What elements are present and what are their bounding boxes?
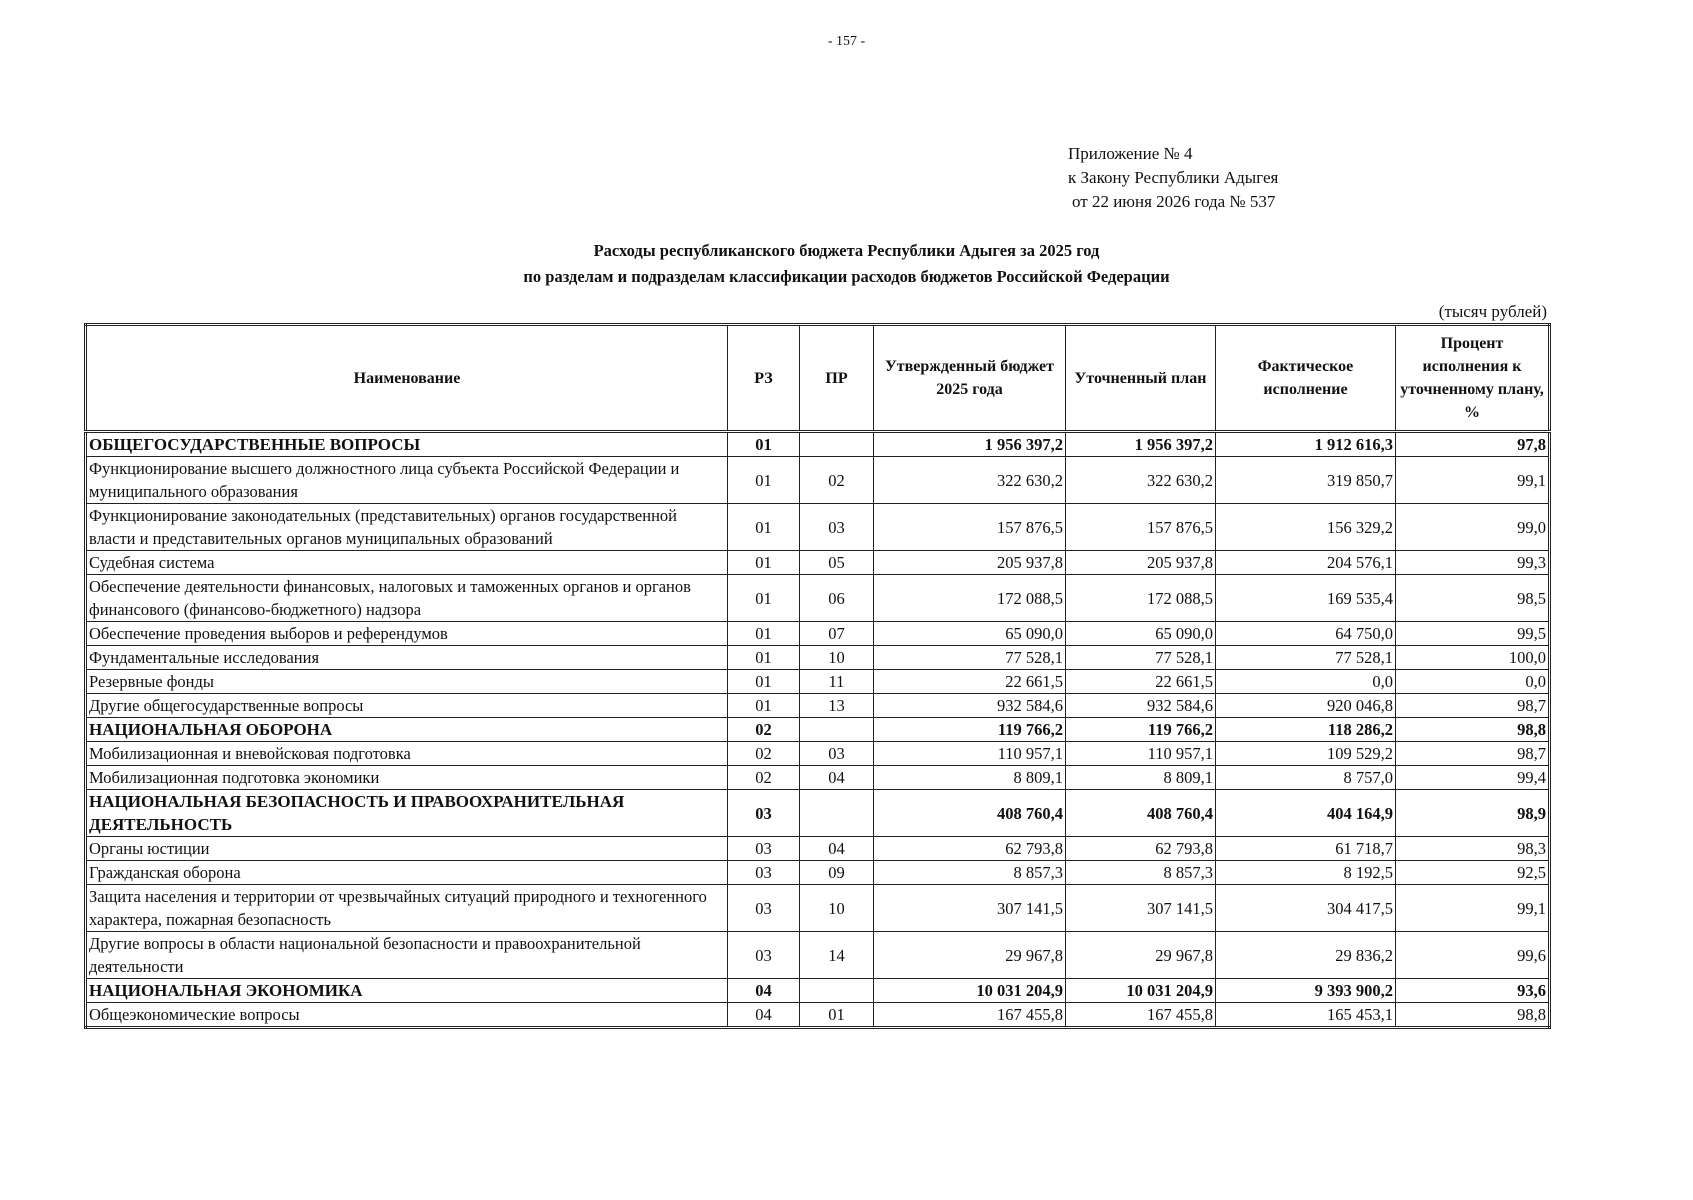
cell-approved: 10 031 204,9 [874,979,1066,1003]
appendix-line-3: от 22 июня 2026 года № 537 [1072,192,1276,211]
cell-actual: 29 836,2 [1216,932,1396,979]
cell-pr [800,432,874,457]
cell-refined: 10 031 204,9 [1066,979,1216,1003]
cell-refined: 8 857,3 [1066,861,1216,885]
table-row [86,837,1550,861]
cell-actual: 61 718,7 [1216,837,1396,861]
cell-refined: 172 088,5 [1066,575,1216,622]
cell-actual: 77 528,1 [1216,646,1396,670]
table-row [86,622,1550,646]
cell-actual: 304 417,5 [1216,885,1396,932]
header-pr: ПР [800,325,874,432]
cell-rz: 01 [728,670,800,694]
cell-approved: 167 455,8 [874,1003,1066,1028]
cell-actual: 165 453,1 [1216,1003,1396,1028]
cell-name: Мобилизационная и вневойсковая подготовка [86,742,728,766]
cell-pr: 07 [800,622,874,646]
table-body [86,432,1550,1028]
cell-refined: 932 584,6 [1066,694,1216,718]
cell-pr [800,718,874,742]
cell-refined: 205 937,8 [1066,551,1216,575]
table-row [86,742,1550,766]
cell-refined: 62 793,8 [1066,837,1216,861]
cell-rz: 03 [728,837,800,861]
cell-approved: 77 528,1 [874,646,1066,670]
cell-percent: 98,9 [1396,790,1550,837]
cell-percent: 0,0 [1396,670,1550,694]
cell-approved: 1 956 397,2 [874,432,1066,457]
cell-approved: 408 760,4 [874,790,1066,837]
cell-percent: 99,1 [1396,457,1550,504]
cell-pr: 10 [800,885,874,932]
cell-pr: 10 [800,646,874,670]
cell-percent: 93,6 [1396,979,1550,1003]
cell-name: Другие вопросы в области национальной безопасности и правоохранительной деятельности [86,932,728,979]
cell-rz: 01 [728,551,800,575]
cell-percent: 98,3 [1396,837,1550,861]
cell-approved: 157 876,5 [874,504,1066,551]
header-rz: РЗ [728,325,800,432]
cell-approved: 172 088,5 [874,575,1066,622]
cell-refined: 157 876,5 [1066,504,1216,551]
cell-actual: 169 535,4 [1216,575,1396,622]
cell-pr: 04 [800,766,874,790]
cell-percent: 99,1 [1396,885,1550,932]
cell-refined: 1 956 397,2 [1066,432,1216,457]
cell-percent: 100,0 [1396,646,1550,670]
cell-refined: 29 967,8 [1066,932,1216,979]
cell-rz: 01 [728,575,800,622]
cell-name: Гражданская оборона [86,861,728,885]
cell-refined: 8 809,1 [1066,766,1216,790]
cell-name: Резервные фонды [86,670,728,694]
cell-pr: 03 [800,504,874,551]
budget-table [84,323,1551,1029]
cell-percent: 99,4 [1396,766,1550,790]
table-row [86,646,1550,670]
cell-name: Функционирование высшего должностного лица субъекта Российской Федерации и муниципального образования [86,457,728,504]
cell-rz: 02 [728,742,800,766]
table-row [86,670,1550,694]
cell-approved: 322 630,2 [874,457,1066,504]
table-row [86,1003,1550,1028]
appendix-note [1068,142,1278,214]
cell-approved: 119 766,2 [874,718,1066,742]
cell-rz: 03 [728,790,800,837]
cell-pr: 02 [800,457,874,504]
table-row [86,790,1550,837]
cell-refined: 322 630,2 [1066,457,1216,504]
cell-rz: 02 [728,766,800,790]
header-name: Наименование [86,325,728,432]
cell-actual: 8 757,0 [1216,766,1396,790]
cell-refined: 119 766,2 [1066,718,1216,742]
cell-rz: 01 [728,646,800,670]
header-actual-execution: Фактическое исполнение [1216,325,1396,432]
cell-pr: 06 [800,575,874,622]
cell-approved: 307 141,5 [874,885,1066,932]
cell-approved: 29 967,8 [874,932,1066,979]
table-row [86,551,1550,575]
units-label: (тысяч рублей) [1438,302,1547,321]
cell-actual: 8 192,5 [1216,861,1396,885]
cell-actual: 9 393 900,2 [1216,979,1396,1003]
table-row [86,432,1550,457]
cell-pr: 14 [800,932,874,979]
cell-refined: 307 141,5 [1066,885,1216,932]
cell-percent: 99,0 [1396,504,1550,551]
cell-approved: 22 661,5 [874,670,1066,694]
table-row [86,766,1550,790]
cell-actual: 920 046,8 [1216,694,1396,718]
table-row [86,979,1550,1003]
cell-name: Мобилизационная подготовка экономики [86,766,728,790]
cell-name: Фундаментальные исследования [86,646,728,670]
cell-percent: 97,8 [1396,432,1550,457]
table-row [86,504,1550,551]
cell-actual: 156 329,2 [1216,504,1396,551]
cell-approved: 8 809,1 [874,766,1066,790]
cell-pr: 05 [800,551,874,575]
cell-approved: 205 937,8 [874,551,1066,575]
table-row [86,575,1550,622]
cell-refined: 22 661,5 [1066,670,1216,694]
table-row [86,932,1550,979]
cell-approved: 932 584,6 [874,694,1066,718]
cell-name: Функционирование законодательных (представительных) органов государственной власти и представительных органов муниципальных образований [86,504,728,551]
cell-pr [800,790,874,837]
cell-rz: 01 [728,622,800,646]
document-title-line-2: по разделам и подразделам классификации расходов бюджетов Российской Федерации [523,267,1170,286]
cell-actual: 118 286,2 [1216,718,1396,742]
cell-name: Общеэкономические вопросы [86,1003,728,1028]
cell-percent: 98,7 [1396,694,1550,718]
table-row [86,885,1550,932]
appendix-line-2: к Закону Республики Адыгея [1068,168,1279,187]
cell-refined: 167 455,8 [1066,1003,1216,1028]
cell-actual: 0,0 [1216,670,1396,694]
cell-pr: 09 [800,861,874,885]
table-row [86,718,1550,742]
cell-rz: 03 [728,932,800,979]
cell-actual: 204 576,1 [1216,551,1396,575]
cell-name: Защита населения и территории от чрезвычайных ситуаций природного и техногенного характера, пожарная безопасность [86,885,728,932]
cell-name: Другие общегосударственные вопросы [86,694,728,718]
cell-actual: 1 912 616,3 [1216,432,1396,457]
cell-pr: 01 [800,1003,874,1028]
page-number: - 157 - [827,34,866,49]
cell-rz: 04 [728,1003,800,1028]
cell-name: НАЦИОНАЛЬНАЯ БЕЗОПАСНОСТЬ И ПРАВООХРАНИТЕЛЬНАЯ ДЕЯТЕЛЬНОСТЬ [86,790,728,837]
cell-percent: 99,5 [1396,622,1550,646]
cell-approved: 8 857,3 [874,861,1066,885]
cell-rz: 03 [728,861,800,885]
cell-refined: 65 090,0 [1066,622,1216,646]
cell-rz: 01 [728,457,800,504]
cell-percent: 98,5 [1396,575,1550,622]
cell-pr: 04 [800,837,874,861]
appendix-line-1: Приложение № 4 [1068,144,1193,163]
cell-rz: 01 [728,504,800,551]
header-refined-plan: Уточненный план [1066,325,1216,432]
cell-actual: 64 750,0 [1216,622,1396,646]
cell-refined: 77 528,1 [1066,646,1216,670]
cell-rz: 04 [728,979,800,1003]
table-row [86,861,1550,885]
cell-refined: 110 957,1 [1066,742,1216,766]
table-header-row [86,325,1550,432]
cell-name: Обеспечение проведения выборов и референдумов [86,622,728,646]
cell-rz: 03 [728,885,800,932]
cell-approved: 110 957,1 [874,742,1066,766]
cell-name: НАЦИОНАЛЬНАЯ ОБОРОНА [86,718,728,742]
cell-pr [800,979,874,1003]
cell-actual: 109 529,2 [1216,742,1396,766]
cell-approved: 62 793,8 [874,837,1066,861]
table-row [86,457,1550,504]
cell-approved: 65 090,0 [874,622,1066,646]
cell-percent: 92,5 [1396,861,1550,885]
cell-percent: 98,7 [1396,742,1550,766]
cell-actual: 319 850,7 [1216,457,1396,504]
cell-rz: 02 [728,718,800,742]
cell-name: ОБЩЕГОСУДАРСТВЕННЫЕ ВОПРОСЫ [86,432,728,457]
cell-actual: 404 164,9 [1216,790,1396,837]
cell-rz: 01 [728,432,800,457]
cell-refined: 408 760,4 [1066,790,1216,837]
cell-percent: 98,8 [1396,718,1550,742]
cell-name: Судебная система [86,551,728,575]
cell-name: Органы юстиции [86,837,728,861]
header-execution-percent: Процент исполнения к уточненному плану, % [1396,325,1550,432]
cell-percent: 98,8 [1396,1003,1550,1028]
document-title [0,238,1693,290]
cell-name: Обеспечение деятельности финансовых, налоговых и таможенных органов и органов финансового (финансово-бюджетного) надзора [86,575,728,622]
cell-pr: 13 [800,694,874,718]
cell-pr: 03 [800,742,874,766]
table-row [86,694,1550,718]
header-approved-budget: Утвержденный бюджет 2025 года [874,325,1066,432]
document-title-line-1: Расходы республиканского бюджета Республики Адыгея за 2025 год [593,241,1100,260]
cell-percent: 99,6 [1396,932,1550,979]
cell-pr: 11 [800,670,874,694]
cell-percent: 99,3 [1396,551,1550,575]
cell-rz: 01 [728,694,800,718]
cell-name: НАЦИОНАЛЬНАЯ ЭКОНОМИКА [86,979,728,1003]
